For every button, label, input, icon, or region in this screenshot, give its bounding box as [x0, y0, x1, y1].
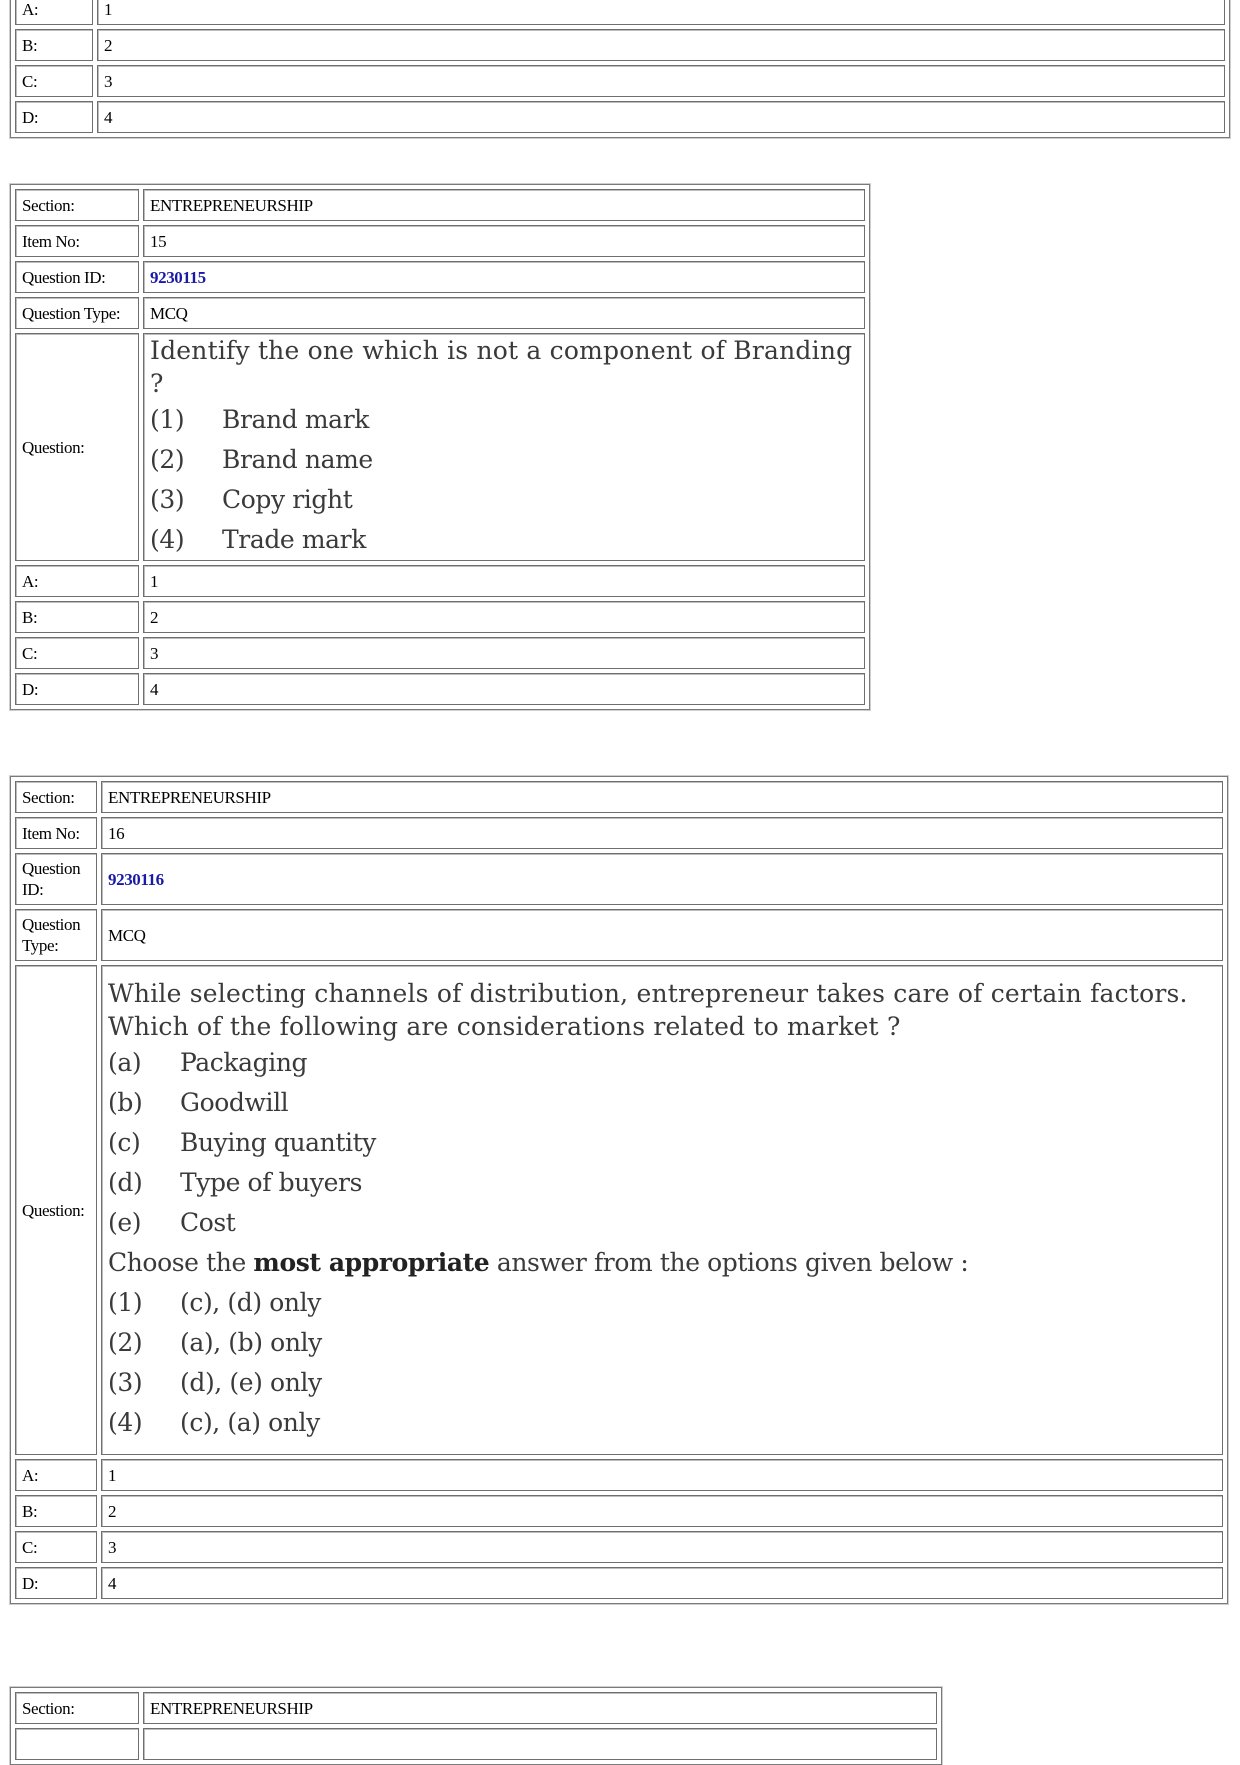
option-number: (3)	[150, 485, 185, 514]
question-stem: While selecting channels of distribution, entrepreneur takes care of certain factors. Which of the following are considerations related to market ?	[108, 979, 1188, 1041]
option-text: (c), (d) only	[180, 1288, 321, 1317]
item-no-value	[143, 1728, 937, 1760]
answer-label-c: C:	[15, 65, 93, 97]
statement-text: Buying quantity	[180, 1128, 376, 1157]
answer-value-d: 4	[101, 1567, 1223, 1599]
option-text: (c), (a) only	[180, 1408, 320, 1437]
option-number: (2)	[150, 445, 185, 474]
question-statement	[108, 1083, 1216, 1123]
statement-text: Type of buyers	[180, 1168, 362, 1197]
answer-value-a: 1	[101, 1459, 1223, 1491]
answer-label-c: C:	[15, 1531, 97, 1563]
question-statement	[108, 1123, 1216, 1163]
answer-value-a: 1	[143, 565, 865, 597]
question-table-item-15	[10, 184, 870, 710]
answer-label-b: B:	[15, 601, 139, 633]
statement-letter: (c)	[108, 1128, 141, 1157]
question-option	[108, 1283, 1216, 1323]
answer-value-b: 2	[143, 601, 865, 633]
answer-label-a: A:	[15, 565, 139, 597]
option-text: Trade mark	[222, 525, 366, 554]
section-value: ENTREPRENEURSHIP	[143, 1692, 937, 1724]
question-label: Question:	[15, 333, 139, 561]
instruction-emphasis: most appropriate	[253, 1248, 490, 1277]
answer-label-b: B:	[15, 29, 93, 61]
answer-value-c: 3	[101, 1531, 1223, 1563]
statement-text: Goodwill	[180, 1088, 289, 1117]
item-no-value: 16	[101, 817, 1223, 849]
answer-value-c: 3	[143, 637, 865, 669]
answer-label-d: D:	[15, 101, 93, 133]
question-option	[108, 1323, 1216, 1363]
statement-letter: (b)	[108, 1088, 143, 1117]
option-number: (4)	[150, 525, 185, 554]
item-no-value: 15	[143, 225, 865, 257]
question-option	[150, 480, 858, 520]
question-type-value: MCQ	[143, 297, 865, 329]
item-no-label: Item No:	[15, 817, 97, 849]
question-statement	[108, 1043, 1216, 1083]
question-table-item-16	[10, 776, 1228, 1604]
statement-letter: (a)	[108, 1048, 142, 1077]
section-value: ENTREPRENEURSHIP	[143, 189, 865, 221]
question-statement	[108, 1163, 1216, 1203]
statement-text: Packaging	[180, 1048, 308, 1077]
question-stem: Identify the one which is not a component of Branding ?	[150, 336, 853, 398]
question-statement	[108, 1203, 1216, 1243]
option-text: Brand mark	[222, 405, 369, 434]
statement-letter: (e)	[108, 1208, 142, 1237]
answer-label-a: A:	[15, 0, 93, 25]
answer-value-c: 3	[97, 65, 1225, 97]
section-label: Section:	[15, 1692, 139, 1724]
question-option	[150, 440, 858, 480]
option-number: (3)	[108, 1368, 143, 1397]
instruction-text: Choose the	[108, 1248, 254, 1277]
option-number: (4)	[108, 1408, 143, 1437]
option-text: (d), (e) only	[180, 1368, 322, 1397]
answer-value-a: 1	[97, 0, 1225, 25]
question-option	[150, 400, 858, 440]
section-label: Section:	[15, 781, 97, 813]
section-value: ENTREPRENEURSHIP	[101, 781, 1223, 813]
item-no-label	[15, 1728, 139, 1760]
answer-table-previous	[10, 0, 1230, 138]
section-label: Section:	[15, 189, 139, 221]
question-content	[101, 965, 1223, 1455]
option-number: (1)	[108, 1288, 143, 1317]
option-number: (1)	[150, 405, 185, 434]
question-option	[108, 1403, 1216, 1443]
option-text: Copy right	[222, 485, 353, 514]
answer-value-b: 2	[101, 1495, 1223, 1527]
statement-text: Cost	[180, 1208, 236, 1237]
answer-label-a: A:	[15, 1459, 97, 1491]
question-table-item-17	[10, 1687, 942, 1765]
question-label: Question:	[15, 965, 97, 1455]
answer-value-b: 2	[97, 29, 1225, 61]
question-option	[150, 520, 858, 560]
item-no-label: Item No:	[15, 225, 139, 257]
answer-label-b: B:	[15, 1495, 97, 1527]
answer-label-c: C:	[15, 637, 139, 669]
option-number: (2)	[108, 1328, 143, 1357]
answer-value-d: 4	[97, 101, 1225, 133]
question-type-value: MCQ	[101, 909, 1223, 961]
answer-label-d: D:	[15, 673, 139, 705]
question-instruction	[108, 1243, 1216, 1283]
answer-label-d: D:	[15, 1567, 97, 1599]
answer-value-d: 4	[143, 673, 865, 705]
question-type-label: Question Type:	[15, 909, 97, 961]
instruction-text: answer from the options given below :	[489, 1248, 969, 1277]
option-text: Brand name	[222, 445, 373, 474]
question-type-label: Question Type:	[15, 297, 139, 329]
question-content	[143, 333, 865, 561]
statement-letter: (d)	[108, 1168, 143, 1197]
option-text: (a), (b) only	[180, 1328, 322, 1357]
question-id-label: Question ID:	[15, 853, 97, 905]
question-id-value: 9230116	[101, 853, 1223, 905]
question-option	[108, 1363, 1216, 1403]
question-id-label: Question ID:	[15, 261, 139, 293]
question-id-value: 9230115	[143, 261, 865, 293]
